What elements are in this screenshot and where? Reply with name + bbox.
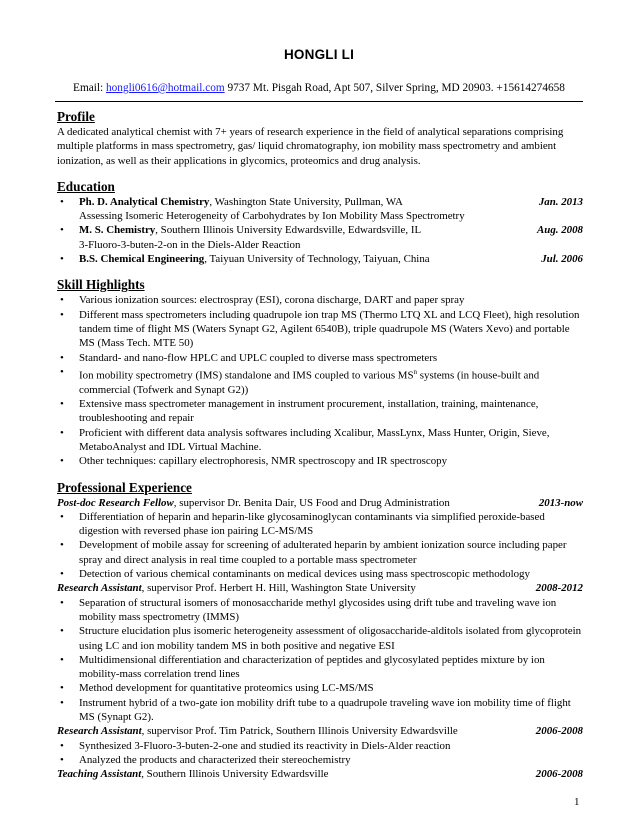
profile-text: A dedicated analytical chemist with 7+ years of research experience in the field of analytical separations comprising multiple platforms in mass spectrometry, gas/ liquid chromatography, ion mobility mass spectrometry and ambient ionization, as well as their applications in glycomics, proteomics and drug analysis.	[57, 126, 564, 167]
email-link[interactable]: hongli0616@hotmail.com	[106, 82, 225, 94]
candidate-name: HONGLI LI	[283, 47, 355, 62]
role-line: Research Assistant, supervisor Prof. Tim Patrick, Southern Illinois University Edwardsville 2006-2008	[57, 725, 583, 738]
header-divider	[55, 101, 583, 102]
experience-heading: Professional Experience	[57, 479, 192, 495]
education-item: • Ph. D. Analytical Chemistry, Washington State University, Pullman, WA Jan. 2013 Assessing Isomeric Heterogeneity of Carbohydrates by Ion Mobility Mass Spectrometry	[57, 195, 583, 224]
duty-item: • Multidimensional differentiation and characterization of peptides and glycosylated peptides mixture by ion mobility-mass correlation trend lines	[57, 653, 583, 682]
duty-item: • Structure elucidation plus isomeric heterogeneity assessment of oligosaccharide-alditols isolated from glycoprotein using LC and ion mobility tandem MS in both positive and negative ESI	[57, 624, 583, 653]
skill-item: • Other techniques: capillary electrophoresis, NMR spectroscopy and IR spectroscopy	[57, 454, 583, 468]
education-date: Jan. 2013	[538, 195, 583, 208]
duty-item: • Analyzed the products and characterized their stereochemistry	[57, 753, 583, 767]
duty-item: • Detection of various chemical contaminants on medical devices using mass spectroscopic methodology	[57, 567, 583, 581]
resume-body	[57, 108, 583, 782]
education-thesis: Assessing Isomeric Heterogeneity of Carbohydrates by Ion Mobility Mass Spectrometry	[79, 210, 465, 223]
role-line: Post-doc Research Fellow, supervisor Dr. Benita Dair, US Food and Drug Administration 2013-now	[57, 496, 583, 509]
contact-line	[0, 82, 638, 94]
role-duties	[57, 739, 583, 768]
duty-item: • Synthesized 3-Fluoro-3-buten-2-one and studied its reactivity in Diels-Alder reaction	[57, 739, 583, 753]
education-date: Jul. 2006	[541, 253, 583, 266]
role-line: Research Assistant, supervisor Prof. Herbert H. Hill, Washington State University 2008-2012	[57, 582, 583, 595]
education-list	[57, 195, 583, 266]
skill-item: • Ion mobility spectrometry (IMS) standalone and IMS coupled to various $MS^n$ systems (in house-built and commercial (Tofwerk and Synapt G2))	[57, 365, 583, 397]
skill-item: • Different mass spectrometers including quadrupole ion trap MS (Thermo LTQ XL and LCQ Fleet), high resolution tandem time of flight MS (Waters Synapt G2, Agilent 6540B), triple quadrupole MS (Waters Xevo) and portable MS (Mass Tech. MTE 50)	[57, 308, 583, 351]
page-number: 1	[574, 796, 580, 808]
duty-item: • Development of mobile assay for screening of adulterated heparin by ambient ionization source including paper spray and direct analysis in real time coupled to a portable mass spectrometer	[57, 538, 583, 567]
duty-item: • Differentiation of heparin and heparin-like glycosaminoglycan contaminants via simplified peroxide-based digestion with reversed phase ion pairing LC-MS/MS	[57, 510, 583, 539]
education-date: Aug. 2008	[537, 224, 583, 237]
education-item: • M. S. Chemistry, Southern Illinois University Edwardsville, Edwardsville, IL Aug. 2008 3-Fluoro-3-buten-2-on in the Diels-Alder Reaction	[57, 223, 583, 252]
role-duties	[57, 510, 583, 581]
skill-item: • Extensive mass spectrometer management in instrument procurement, installation, training, maintenance, troubleshooting and repair	[57, 397, 583, 426]
education-thesis: 3-Fluoro-3-buten-2-on in the Diels-Alder Reaction	[79, 238, 301, 251]
duty-item: • Instrument hybrid of a two-gate ion mobility drift tube to a quadrupole traveling wave ion mobility time of flight MS (Synapt G2).	[57, 696, 583, 725]
role-duties	[57, 596, 583, 725]
skill-item: • Standard- and nano-flow HPLC and UPLC coupled to diverse mass spectrometers	[57, 351, 583, 365]
skill-item: • Proficient with different data analysis softwares including Xcalibur, MassLynx, Mass Hunter, Origin, Sieve, MetaboAnalyst and IDL Virtual Machine.	[57, 426, 583, 455]
address-phone: 9737 Mt. Pisgah Road, Apt 507, Silver Spring, MD 20903. +15614274658	[227, 82, 565, 94]
profile-heading: Profile	[57, 109, 95, 124]
skill-item: • Various ionization sources: electrospray (ESI), corona discharge, DART and paper spray	[57, 293, 583, 307]
skills-heading: Skill Highlights	[57, 277, 145, 293]
duty-item: • Separation of structural isomers of monosaccharide methyl glycosides using drift tube and traveling wave ion mobility mass spectrometry (IMMS)	[57, 596, 583, 625]
skills-list	[57, 293, 583, 468]
education-heading: Education	[57, 178, 115, 194]
email-label: Email:	[73, 82, 104, 94]
education-item: • B.S. Chemical Engineering, Taiyuan University of Technology, Taiyuan, China Jul. 2006	[57, 252, 583, 266]
duty-item: • Method development for quantitative proteomics using LC-MS/MS	[57, 681, 583, 695]
role-line: Teaching Assistant, Southern Illinois University Edwardsville 2006-2008	[57, 768, 583, 781]
